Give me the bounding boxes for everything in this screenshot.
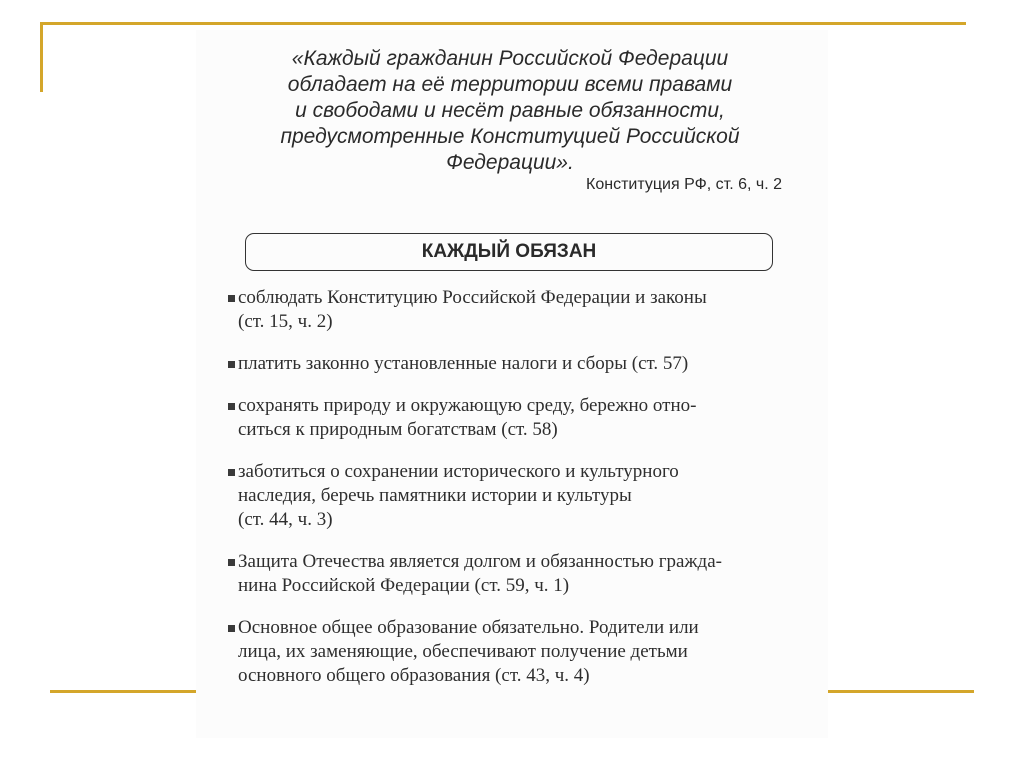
duty-line: нина Российской Федерации (ст. 59, ч. 1) — [238, 575, 570, 596]
quote-line: Федерации». — [446, 151, 574, 174]
list-item — [228, 616, 798, 688]
duty-line: лица, их заменяющие, обеспечивают получение детьми — [238, 641, 688, 662]
duties-list — [228, 286, 798, 706]
square-bullet-icon — [228, 403, 235, 410]
square-bullet-icon — [228, 469, 235, 476]
frame-left-line — [40, 22, 43, 92]
quote-line: обладает на её территории всеми правами — [287, 73, 733, 96]
list-item — [228, 352, 798, 376]
frame-bottom-right-line — [826, 690, 974, 693]
duty-line: заботиться о сохранении исторического и культурного — [238, 461, 679, 482]
list-item — [228, 460, 798, 532]
square-bullet-icon — [228, 361, 235, 368]
duty-line: основного общего образования (ст. 43, ч. 4) — [238, 665, 590, 686]
quote-line: предусмотренные Конституцией Российской — [280, 125, 740, 148]
duty-line: соблюдать Конституцию Российской Федерации и законы — [238, 287, 707, 308]
duty-line: Защита Отечества является долгом и обязанностью гражда- — [238, 551, 722, 572]
duty-line: (ст. 15, ч. 2) — [238, 311, 333, 332]
square-bullet-icon — [228, 625, 235, 632]
duty-line: ситься к природным богатствам (ст. 58) — [238, 419, 558, 440]
list-item — [228, 394, 798, 442]
duty-line: сохранять природу и окружающую среду, бережно отно- — [238, 395, 697, 416]
duties-heading-box — [245, 233, 773, 271]
duty-line: (ст. 44, ч. 3) — [238, 509, 333, 530]
list-item — [228, 286, 798, 334]
duty-line: Основное общее образование обязательно. Родители или — [238, 617, 699, 638]
duties-heading: КАЖДЫЙ ОБЯЗАН — [421, 241, 597, 262]
square-bullet-icon — [228, 559, 235, 566]
constitution-quote — [230, 46, 790, 176]
duty-line: платить законно установленные налоги и сборы (ст. 57) — [238, 353, 689, 374]
list-item — [228, 550, 798, 598]
square-bullet-icon — [228, 295, 235, 302]
quote-source: Конституция РФ, ст. 6, ч. 2 — [586, 176, 782, 193]
quote-line: «Каждый гражданин Российской Федерации — [291, 47, 729, 70]
frame-bottom-left-line — [50, 690, 198, 693]
duty-line: наследия, беречь памятники истории и культуры — [238, 485, 632, 506]
frame-top-line — [40, 22, 966, 25]
quote-line: и свободами и несёт равные обязанности, — [295, 99, 725, 122]
